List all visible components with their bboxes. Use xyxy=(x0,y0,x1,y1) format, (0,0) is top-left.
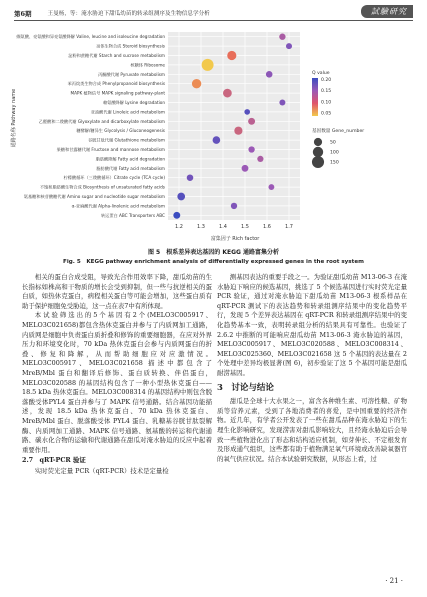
page-header xyxy=(14,6,413,21)
pathway-label: 核糖体 Ribosome xyxy=(130,62,165,68)
enrichment-point xyxy=(187,174,194,181)
enrichment-point xyxy=(248,118,255,125)
issue-number: 第6期 xyxy=(14,9,32,18)
pathway-label: α-亚麻酸代谢 Alpha-linolenic acid metabolism xyxy=(71,203,165,209)
pathway-label: 脂肪酸降解 Fatty acid degradation xyxy=(95,156,165,162)
pathway-label: 柠檬酸循环（三羧酸循环）Citrate cycle (TCA cycle) xyxy=(63,175,165,181)
paragraph: 相关的蛋白合成受阻，导致光合作用效率下降，甜瓜幼苗的生长指标如株高和干物质的增长会受到抑制，但一些与抗逆相关的蛋白质，如热休克蛋白，病程相关蛋白等可能会增加，这些蛋白质有助于保护细胞免受胁迫，这一点在表7中有所体现。 xyxy=(22,273,212,310)
pathway-label: 转运蛋白 ABC Transporters ABC xyxy=(100,212,165,218)
enrichment-point xyxy=(192,79,201,88)
enrichment-point xyxy=(173,212,180,219)
page-number: · 21 · xyxy=(385,577,403,585)
pathway-label: 淀粉和蔗糖代谢 Starch and sucrose metabolism xyxy=(68,53,165,58)
journal-badge: 試驗研究 xyxy=(361,5,413,18)
enrichment-point xyxy=(248,146,254,152)
enrichment-point xyxy=(279,99,285,105)
pathway-label: 乙醛酸和二羧酸代谢 Glyoxylate and dicarboxylate metabolism xyxy=(38,118,165,124)
q-value-legend-title: Q value xyxy=(312,71,330,76)
gene-number-legend-title: 基因数量 Gene_number xyxy=(312,129,365,134)
y-axis-title: 通路名称 Pathway name xyxy=(11,88,17,148)
enrichment-point xyxy=(231,203,237,209)
gene-number-legend-label: 150 xyxy=(330,160,339,166)
subsection-heading: 2.7 qRT-PCR 验证 xyxy=(22,456,86,465)
x-tick-label: 1.7 xyxy=(285,224,293,230)
figure-caption-cn: 图 5 根系差异表达基因的 KEGG 通路富集分析 xyxy=(147,249,280,256)
pathway-label: MAPK 植物信号 MAPK signaling pathway-plant xyxy=(70,90,165,96)
q-value-tick: 0.05 xyxy=(321,111,332,117)
pathway-label: 谷胱甘肽代谢 Glutathione metabolism xyxy=(88,137,165,143)
running-title: 王曼杨，等：淹水胁迫下甜瓜幼苗的转录组测序及生物信息学分析 xyxy=(47,11,210,17)
plot-panel xyxy=(168,32,300,220)
enrichment-point xyxy=(242,165,249,172)
gene-number-legend-label: 100 xyxy=(330,150,339,156)
kegg-enrichment-chart xyxy=(0,28,427,244)
enrichment-point xyxy=(234,127,242,135)
pathway-label: 果糖和甘露糖代谢 Fructose and mannose metabolism xyxy=(56,147,165,152)
paragraph: 实时荧光定量 PCR（qRT-PCR）技术是定量检 xyxy=(34,466,169,475)
gene-number-legend-label: 50 xyxy=(330,140,336,146)
enrichment-point xyxy=(266,71,273,78)
q-value-tick: 0.15 xyxy=(321,89,332,95)
x-tick-label: 1.4 xyxy=(219,224,227,230)
q-value-colorbar xyxy=(312,78,318,116)
paragraph: 测基因表达的重要手段之一。为验证甜瓜幼苗 M13-06-3 在淹水胁迫下响应的候选基因，挑选了 5 个候选基因进行实时荧光定量 PCR 验证，通过对淹水胁迫下甜瓜幼苗 M13-06-3 根系样品在 qRT-PCR 测试下的表达趋势和转录组测序结果中的变化趋势平行，发现 5 个差异表达基因在 qRT-PCR 和转录组测序结果中的变化趋势基本一致，表明转录组分析的结果具有可靠性。也验证了 2.6.2 中推断的可能响应甜瓜幼苗 M13-06-3 淹水胁迫的基因，MELO3C005917、MELO3C020588、MELO3C008314、MELO3C025360、MELO3C021658 这 5 个基因的表达量在 2 个处理中差异均极显著(图 6)，初步验证了这 5 个基因可能是甜瓜耐涝基因。 xyxy=(217,273,407,377)
pathway-label: 氨基糖和核苷酸糖代谢 Amino sugar and nucleotide sugar metabolism xyxy=(23,194,165,199)
enrichment-point xyxy=(213,136,221,144)
enrichment-point xyxy=(268,184,274,190)
figure-caption-en: Fig. 5 KEGG pathway enrichment analysis of differentially expressed genes in the root system xyxy=(63,259,364,265)
pathway-label: 不饱和脂肪酸生物合成 Biosynthesis of unsaturated fatty acids xyxy=(39,184,165,190)
x-axis-title: 富集因子 Rich factor xyxy=(210,236,260,242)
paragraph: 本试验筛选出的5个基因有2个(MELO3C005917、MELO3C021658)都包含热休克蛋白并参与了内质网加工通路，内质网是细胞中负责蛋白质折叠和修饰的重要细胞器，在应对外界压力和环境变化时，70 kDa 热休克蛋白会参与内质网蛋白的折叠、修复和降解，从而帮助细胞应对应激情况。MELO3C005917、MELO3C021658 描述中都包含了MreB/Mbl 蛋白和翻译后修饰、蛋白质转换、伴侣蛋白，MELO3C020588 的基因结构包含了一种小型热休克蛋白——18.5 kDa 热休克蛋白。MELO3C008314 的基因结构中则包含脱落酸受体PYL4 蛋白并参与了 MAPK 信号通路。结合基因功能描述，发现 18.5 kDa 热休克蛋白、70 kDa 热休克蛋白、MreB/Mbl 蛋白、脱落酸受体 PYL4 蛋白、乳糖基谷胱甘肽裂解酶、内质网加工通路、MAPK 信号通路、氨基酸的转运和代谢通路、碳水化合物的运输和代谢通路在甜瓜对淹水胁迫的反应中起着重要作用。 xyxy=(22,311,212,454)
body-column-left xyxy=(22,273,212,476)
enrichment-point xyxy=(286,43,292,49)
pathway-label: 苯丙烷类生物合成 Phenylpropanoid biosynthesis xyxy=(67,81,165,87)
section-heading: 3 讨论与结论 xyxy=(217,382,274,393)
pathway-label: 甾体生物合成 Steroid biosynthesis xyxy=(96,43,165,49)
pathway-label: 糖酵解/糖异生 Glycolysis / Gluconeogenesis xyxy=(76,128,165,134)
pathway-label: 丙酮酸代谢 Pyruvate metabolism xyxy=(98,71,165,77)
enrichment-point xyxy=(244,109,250,115)
enrichment-point xyxy=(257,156,263,162)
x-tick-label: 1.5 xyxy=(241,224,249,230)
body-column-right xyxy=(217,273,407,464)
pathway-label: 亚油酸代谢 Linoleic acid metabolism xyxy=(90,109,165,115)
q-value-tick: 0.10 xyxy=(321,100,332,106)
x-tick-label: 1.3 xyxy=(197,224,205,230)
gene-number-legend-dot xyxy=(312,156,324,168)
gene-number-legend-dot xyxy=(313,147,323,157)
enrichment-point xyxy=(227,51,236,60)
q-value-tick: 0.20 xyxy=(321,78,332,83)
gene-number-legend-dot xyxy=(314,138,322,146)
pathway-label: 缬氨酸、亮氨酸和异亮氨酸降解 Valine, leucine and isoleucine degradation xyxy=(16,34,165,40)
pathway-label: 赖氨酸降解 Lysine degradation xyxy=(102,100,165,105)
paragraph: 甜瓜是全球十大水果之一，富含各种维生素、可溶性糖、矿物质等营养元素，受到了各地消费者的喜爱，是中国重要的经济作物。近几年，有学者公开发表了一些在甜瓜品种在淹水胁迫下的生理生化影响研究，发现涝害对甜瓜影响较大，且经淹水胁迫后会导致一些植物进化出了形态和结构适应机制，如芽伸长、不定根发育及形成通气组织，这些都有助于植物满足氧气环境或改善缺氧器官的氧气供应状况。结合本试验研究数据，从形态上看，过 xyxy=(217,397,407,463)
enrichment-point xyxy=(202,59,214,71)
x-tick-label: 1.2 xyxy=(175,224,183,230)
enrichment-point xyxy=(177,193,185,201)
enrichment-point xyxy=(279,34,285,40)
x-tick-label: 1.6 xyxy=(263,224,271,230)
pathway-label: 脂肪酸代谢 Fatty acid metabolism xyxy=(96,165,165,171)
enrichment-point xyxy=(223,89,232,98)
